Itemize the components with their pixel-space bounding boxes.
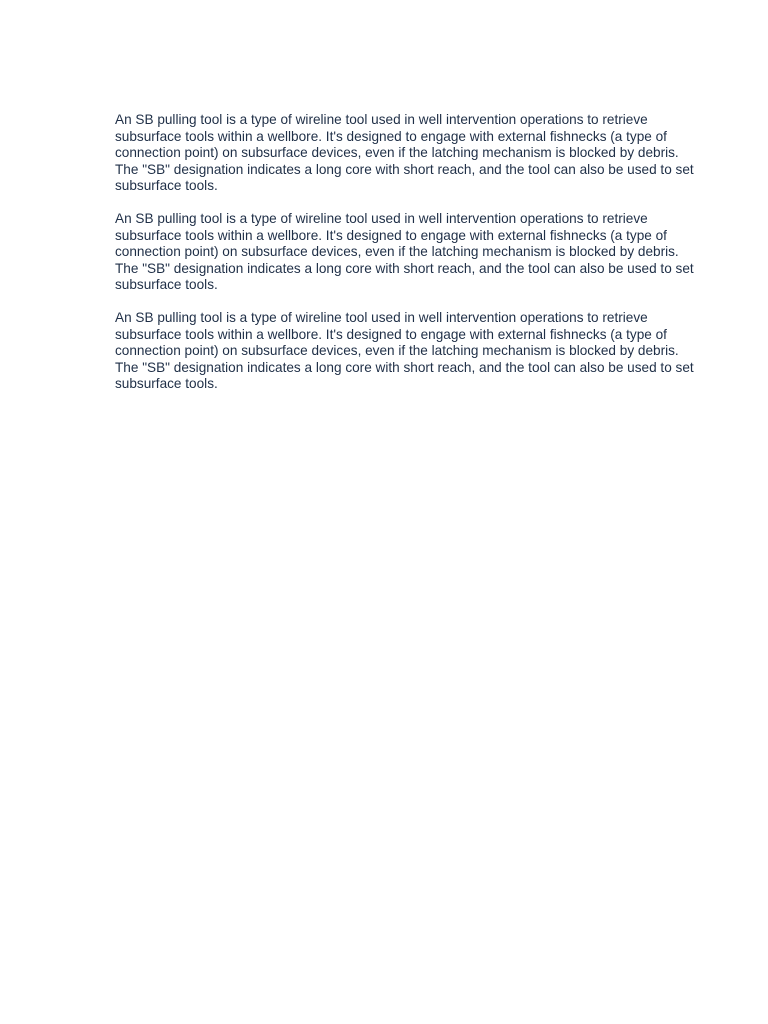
paragraph-3: An SB pulling tool is a type of wireline tool used in well intervention operations to retrieve subsurface tools within a wellbore. It's designed to engage with external fishnecks (a type of connection point) on subsurface devices, even if the latching mechanism is blocked by debris. The "SB" designation indicates a long core with short reach, and the tool can also be used to set subsurface tools. [115,310,694,391]
paragraph-2: An SB pulling tool is a type of wireline tool used in well intervention operations to retrieve subsurface tools within a wellbore. It's designed to engage with external fishnecks (a type of connection point) on subsurface devices, even if the latching mechanism is blocked by debris. The "SB" designation indicates a long core with short reach, and the tool can also be used to set subsurface tools. [115,211,694,292]
document-body [115,112,705,409]
paragraph-1: An SB pulling tool is a type of wireline tool used in well intervention operations to retrieve subsurface tools within a wellbore. It's designed to engage with external fishnecks (a type of connection point) on subsurface devices, even if the latching mechanism is blocked by debris. The "SB" designation indicates a long core with short reach, and the tool can also be used to set subsurface tools. [115,112,694,193]
